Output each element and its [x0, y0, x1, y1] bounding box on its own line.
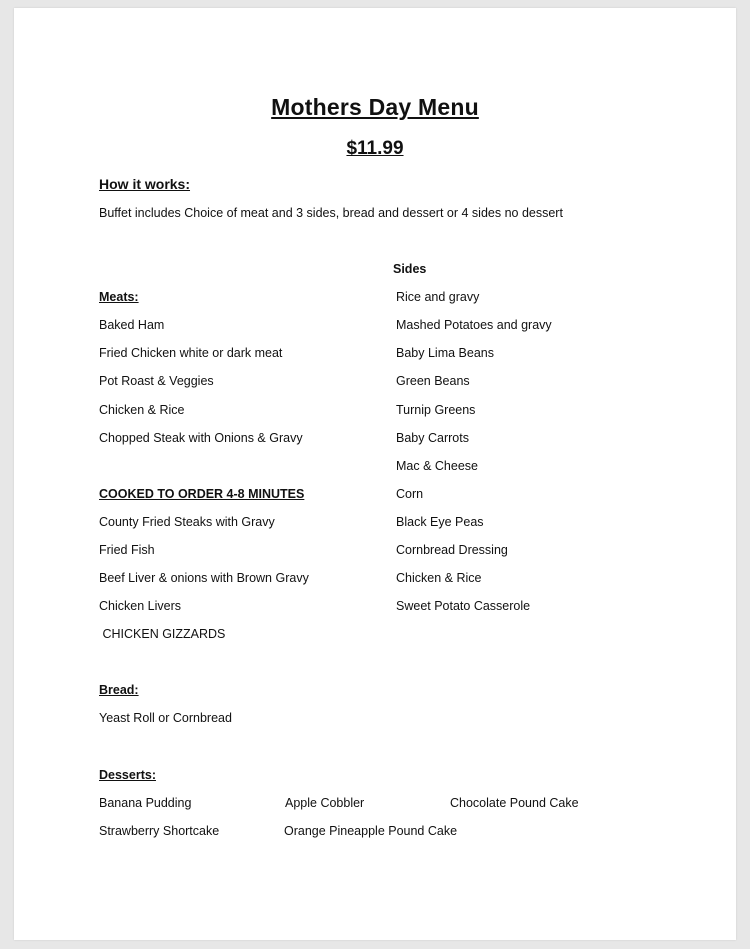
dessert-item: Apple Cobbler: [285, 796, 365, 810]
side-item: Baby Carrots: [396, 431, 469, 445]
cooked-item: Beef Liver & onions with Brown Gravy: [99, 571, 309, 585]
how-it-works-text: Buffet includes Choice of meat and 3 sides, bread and dessert or 4 sides no dessert: [99, 206, 563, 220]
side-item: Green Beans: [396, 374, 470, 388]
side-item: Chicken & Rice: [396, 571, 482, 585]
cooked-item: County Fried Steaks with Gravy: [99, 515, 275, 529]
side-item: Mashed Potatoes and gravy: [396, 318, 552, 332]
menu-page: [14, 8, 736, 940]
side-item: Corn: [396, 487, 424, 501]
side-item: Rice and gravy: [396, 290, 480, 304]
side-item: Baby Lima Beans: [396, 346, 494, 360]
dessert-item: Banana Pudding: [99, 796, 192, 810]
meats-heading: Meats:: [99, 290, 139, 304]
dessert-item: Chocolate Pound Cake: [450, 796, 579, 810]
meat-item: Fried Chicken white or dark meat: [99, 346, 283, 360]
cooked-item: Fried Fish: [99, 543, 155, 557]
side-item: Cornbread Dressing: [396, 543, 508, 557]
desserts-heading: Desserts:: [99, 768, 156, 782]
bread-text: Yeast Roll or Cornbread: [99, 711, 232, 725]
meat-item: Chicken & Rice: [99, 403, 185, 417]
dessert-item: Orange Pineapple Pound Cake: [284, 824, 458, 838]
cooked-item: CHICKEN GIZZARDS: [99, 627, 226, 641]
sides-heading: Sides: [393, 262, 427, 276]
meat-item: Pot Roast & Veggies: [99, 374, 214, 388]
dessert-item: Strawberry Shortcake: [99, 824, 220, 838]
menu-title: Mothers Day Menu: [271, 94, 479, 120]
side-item: Black Eye Peas: [396, 515, 484, 529]
menu-price: $11.99: [346, 138, 404, 159]
cooked-to-order-heading: COOKED TO ORDER 4-8 MINUTES: [99, 487, 305, 501]
side-item: Sweet Potato Casserole: [396, 599, 531, 613]
meat-item: Chopped Steak with Onions & Gravy: [99, 431, 303, 445]
side-item: Mac & Cheese: [396, 459, 478, 473]
cooked-item: Chicken Livers: [99, 599, 181, 613]
side-item: Turnip Greens: [396, 403, 476, 417]
bread-heading: Bread:: [99, 683, 139, 697]
meat-item: Baked Ham: [99, 318, 165, 332]
how-it-works-heading: How it works:: [99, 176, 191, 192]
